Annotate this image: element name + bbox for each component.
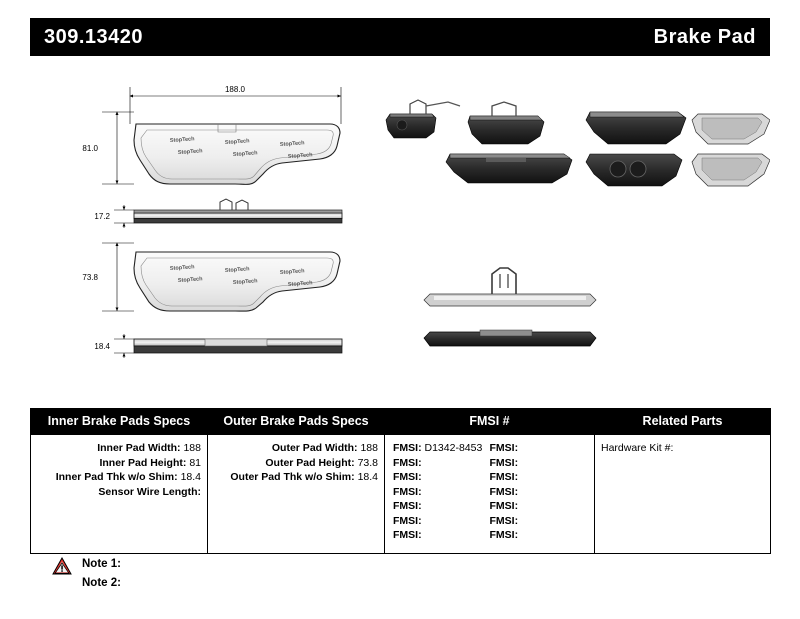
notes-text	[82, 555, 121, 593]
product-photo-pad-set-left	[386, 100, 572, 183]
list-item	[601, 441, 764, 456]
dimension-label-inner-width: 188.0	[224, 85, 246, 94]
spec-label: Outer Pad Width:	[271, 442, 358, 454]
related-parts-list	[601, 441, 764, 456]
fmsi-label: FMSI:	[489, 485, 519, 498]
pad-brand-text: StopTech	[232, 278, 258, 286]
spec-label: Inner Pad Height:	[99, 456, 187, 469]
fmsi-label: FMSI:	[393, 456, 422, 469]
header-fmsi: FMSI #	[385, 409, 595, 435]
warning-triangle-icon	[52, 557, 72, 580]
dimension-inner-thickness	[114, 205, 134, 228]
dimension-label-inner-height: 81.0	[82, 144, 98, 153]
fmsi-value: D1342-8453	[424, 442, 483, 454]
list-item	[391, 499, 490, 514]
list-item	[490, 456, 589, 471]
dimension-label-outer-thickness: 18.4	[94, 342, 110, 351]
list-item	[490, 441, 589, 456]
fmsi-label: FMSI:	[393, 442, 422, 454]
list-item	[37, 485, 201, 500]
spec-value: 188	[360, 442, 378, 454]
pad-brand-text: StopTech	[169, 136, 195, 144]
list-item	[391, 441, 490, 456]
fmsi-label: FMSI:	[489, 514, 519, 527]
cell-related-parts	[595, 435, 771, 554]
dimension-outer-height	[102, 243, 134, 311]
product-photo-pad-side-set	[424, 268, 596, 346]
spec-label: Outer Pad Thk w/o Shim:	[230, 471, 355, 483]
outer-brake-pad-side-view	[134, 339, 342, 353]
header-inner-specs: Inner Brake Pads Specs	[31, 409, 208, 435]
pad-brand-text: StopTech	[169, 264, 195, 272]
outer-brake-pad-front-view	[134, 252, 340, 311]
pad-brand-text: StopTech	[177, 148, 203, 156]
list-item	[490, 528, 589, 543]
spec-value: 18.4	[357, 471, 378, 483]
fmsi-label: FMSI:	[489, 442, 519, 454]
fmsi-label: FMSI:	[489, 500, 519, 512]
inner-brake-pad-side-view	[134, 199, 342, 223]
cell-inner-specs	[31, 435, 208, 554]
table-body-row	[31, 435, 771, 554]
list-item	[37, 470, 201, 485]
technical-drawing-area	[30, 62, 770, 392]
spec-value: 18.4	[180, 471, 201, 483]
pad-brand-text: StopTech	[177, 276, 203, 284]
spec-label: Inner Pad Width:	[97, 442, 181, 454]
cell-outer-specs	[208, 435, 385, 554]
notes-section	[52, 555, 121, 593]
inner-brake-pad-front-view	[134, 124, 340, 184]
list-item	[214, 456, 378, 471]
pad-brand-text: StopTech	[279, 268, 305, 276]
list-item	[391, 456, 490, 471]
spec-value: 188	[183, 442, 201, 454]
pad-brand-text: StopTech	[287, 152, 313, 160]
pad-brand-text: StopTech	[287, 280, 313, 288]
fmsi-label: FMSI:	[393, 485, 422, 498]
list-item	[214, 441, 378, 456]
list-item	[214, 470, 378, 485]
table-header-row	[31, 409, 771, 435]
pad-brand-text: StopTech	[232, 150, 258, 158]
spec-label: Outer Pad Height:	[265, 456, 355, 469]
note-1: Note 1:	[82, 558, 121, 570]
fmsi-left-list	[391, 441, 490, 543]
list-item	[490, 470, 589, 485]
fmsi-label: FMSI:	[393, 529, 422, 541]
list-item	[490, 485, 589, 500]
list-item	[391, 514, 490, 529]
dimension-label-outer-height: 73.8	[82, 273, 98, 282]
pad-brand-text: StopTech	[224, 138, 250, 146]
fmsi-label: FMSI:	[489, 471, 519, 483]
list-item	[391, 485, 490, 500]
cell-fmsi	[385, 435, 595, 554]
fmsi-label: FMSI:	[393, 514, 422, 527]
pad-brand-text: StopTech	[224, 266, 250, 274]
spec-label: Sensor Wire Length:	[98, 485, 201, 498]
product-photo-pad-set-right	[586, 112, 770, 186]
inner-specs-list	[37, 441, 201, 499]
note-2: Note 2:	[82, 577, 121, 589]
document-header	[30, 18, 770, 56]
fmsi-label: FMSI:	[393, 471, 422, 483]
fmsi-right-list	[490, 441, 589, 543]
dimension-label-inner-thickness: 17.2	[94, 212, 110, 221]
list-item	[391, 528, 490, 543]
list-item	[37, 456, 201, 471]
pad-brand-text: StopTech	[279, 140, 305, 148]
fmsi-label: FMSI:	[489, 456, 519, 469]
part-number: 309.13420	[44, 25, 144, 48]
fmsi-label: FMSI:	[489, 529, 519, 541]
list-item	[391, 470, 490, 485]
outer-specs-list	[214, 441, 378, 485]
spec-label: Inner Pad Thk w/o Shim:	[55, 471, 178, 483]
header-outer-specs: Outer Brake Pads Specs	[208, 409, 385, 435]
dimension-inner-height	[102, 112, 134, 184]
product-type: Brake Pad	[653, 25, 756, 48]
spec-value: 81	[189, 456, 201, 469]
list-item	[37, 441, 201, 456]
dimension-outer-thickness	[114, 334, 134, 358]
fmsi-label: FMSI:	[393, 500, 422, 512]
header-related-parts: Related Parts	[595, 409, 771, 435]
spec-value: 73.8	[357, 456, 378, 469]
list-item	[490, 499, 589, 514]
list-item	[490, 514, 589, 529]
related-part-label: Hardware Kit #:	[601, 442, 674, 454]
specifications-table	[30, 408, 771, 554]
